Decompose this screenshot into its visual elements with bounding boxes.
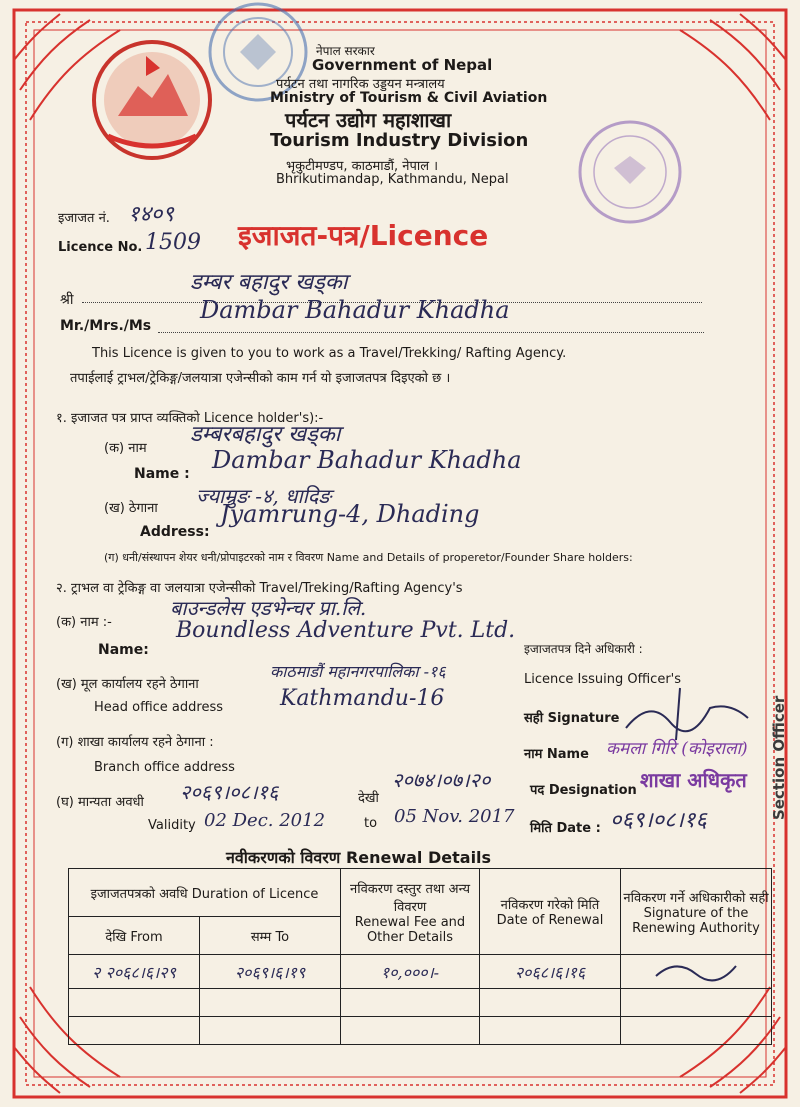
col-sign-np: नविकरण गर्ने अधिकारीको सही bbox=[623, 890, 769, 906]
officer-designation-value: शाखा अधिकृत bbox=[640, 768, 747, 792]
officer-name-label: नाम Name bbox=[524, 747, 589, 762]
validity-np-to: २०७४।०७।२० bbox=[392, 768, 491, 792]
table-row bbox=[69, 989, 772, 1017]
officer-sign-label: सही Signature bbox=[524, 711, 620, 726]
holder-address-value: Jyamrung-4, Dhading bbox=[220, 500, 480, 528]
shree-value: डम्बर बहादुर खड्का bbox=[190, 270, 348, 295]
agency-head-label: Head office address bbox=[94, 700, 223, 715]
col-date-en: Date of Renewal bbox=[496, 913, 604, 928]
renewal-signature bbox=[646, 956, 746, 984]
holder-name-np-label: (क) नाम bbox=[104, 441, 147, 456]
renewal-fee: १०,०००।- bbox=[341, 955, 480, 989]
validity-to: 05 Nov. 2017 bbox=[394, 806, 515, 827]
table-row bbox=[69, 1017, 772, 1045]
agency-branch-np-label: (ग) शाखा कार्यालय रहने ठेगाना : bbox=[56, 735, 214, 750]
col-to: सम्म To bbox=[200, 917, 341, 955]
header-govt: Government of Nepal bbox=[312, 56, 493, 74]
holder-address-label: Address: bbox=[140, 524, 210, 540]
table-row bbox=[69, 955, 772, 989]
holder-address-np-label: (ख) ठेगाना bbox=[104, 501, 158, 516]
agency-name-np-value: बाउन्डलेस एडभेन्चर प्रा.लि. bbox=[170, 596, 367, 620]
shree-label: श्री bbox=[60, 292, 74, 308]
agency-name-np-label: (क) नाम :- bbox=[56, 615, 112, 630]
renewal-title: नवीकरणको विवरण Renewal Details bbox=[226, 848, 492, 867]
licence-title: इजाजत-पत्र/Licence bbox=[238, 219, 489, 252]
header-address-np: भृकुटीमण्डप, काठमाडौं, नेपाल । bbox=[286, 159, 439, 174]
mr-line bbox=[158, 332, 704, 333]
holder-heading: १. इजाजत पत्र प्राप्त व्यक्तिको Licence holder's):- bbox=[56, 411, 324, 426]
statement-en: This Licence is given to you to work as a Travel/Trekking/ Rafting Agency. bbox=[92, 346, 567, 361]
header-address: Bhrikutimandap, Kathmandu, Nepal bbox=[276, 172, 509, 187]
agency-name-value: Boundless Adventure Pvt. Ltd. bbox=[176, 618, 516, 643]
col-duration: इजाजतपत्रको अवधि Duration of Licence bbox=[69, 869, 341, 917]
holder-name-np-value: डम्बरबहादुर खड्का bbox=[190, 422, 341, 447]
holder-name-value: Dambar Bahadur Khadha bbox=[212, 446, 522, 474]
renewal-sign bbox=[621, 955, 772, 989]
validity-np-from: २०६९।०८।१६ bbox=[180, 780, 279, 804]
officer-date-value: ०६९।०८।१६ bbox=[610, 808, 707, 833]
officer-date-label: मिति Date : bbox=[530, 821, 601, 836]
validity-label: Validity bbox=[148, 818, 196, 833]
agency-heading: २. ट्राभल वा ट्रेकिङ्ग वा जलयात्रा एजेन्सीको Travel/Treking/Rafting Agency's bbox=[56, 581, 463, 596]
validity-np-label: (घ) मान्यता अवधी bbox=[56, 795, 144, 810]
officer-np-heading: इजाजतपत्र दिने अधिकारी : bbox=[524, 642, 643, 656]
holder-address-np-value: ज्याम्रुङ -४, धादिङ bbox=[196, 484, 332, 508]
col-fee bbox=[341, 869, 480, 955]
renewal-from: २ २०६८।६।२९ bbox=[69, 955, 200, 989]
renewal-table bbox=[68, 868, 772, 1045]
mr-value: Dambar Bahadur Khadha bbox=[200, 296, 510, 324]
header-division: Tourism Industry Division bbox=[270, 130, 529, 151]
agency-head-value: Kathmandu-16 bbox=[280, 686, 445, 711]
validity-from: 02 Dec. 2012 bbox=[204, 810, 326, 831]
agency-branch-label: Branch office address bbox=[94, 760, 235, 775]
statement-np: तपाईलाई ट्राभल/ट्रेकिङ्ग/जलयात्रा एजेन्सीको काम गर्न यो इजाजतपत्र दिइएको छ । bbox=[70, 371, 451, 386]
licence-no-label: Licence No. bbox=[58, 240, 143, 255]
validity-np-to-label: देखी bbox=[358, 791, 379, 806]
side-stamp-text: Section Officer bbox=[770, 695, 788, 820]
validity-to-label: to bbox=[364, 816, 378, 831]
izajat-no-value: १४०९ bbox=[128, 202, 174, 227]
header-division-np: पर्यटन उद्योग महाशाखा bbox=[285, 108, 452, 132]
renewal-date: २०६८।६।१६ bbox=[480, 955, 621, 989]
purple-stamp bbox=[570, 112, 690, 232]
agency-head-np-label: (ख) मूल कार्यालय रहने ठेगाना bbox=[56, 677, 199, 692]
col-fee-np: नविकरण दस्तुर तथा अन्य विवरण bbox=[350, 881, 470, 915]
officer-heading: Licence Issuing Officer's bbox=[524, 672, 682, 687]
col-from: देखि From bbox=[69, 917, 200, 955]
col-date-np: नविकरण गरेको मिति bbox=[500, 898, 600, 913]
col-date bbox=[480, 869, 621, 955]
mr-label: Mr./Mrs./Ms bbox=[60, 318, 152, 334]
agency-name-label: Name: bbox=[98, 642, 149, 658]
header-ministry-np: पर्यटन तथा नागरिक उड्डयन मन्त्रालय bbox=[276, 77, 445, 92]
renewal-to: २०६९।६।१९ bbox=[200, 955, 341, 989]
holder-name-label: Name : bbox=[134, 466, 190, 482]
licence-no-value: 1509 bbox=[145, 230, 201, 255]
nepal-emblem bbox=[88, 36, 216, 164]
header-ministry: Ministry of Tourism & Civil Aviation bbox=[270, 90, 548, 106]
izajat-no-label: इजाजत नं. bbox=[58, 211, 110, 226]
officer-designation-label: पद Designation bbox=[530, 783, 637, 798]
col-fee-en: Renewal Fee and Other Details bbox=[354, 914, 466, 945]
holder-owner-label: (ग) धनी/संस्थापन शेयर धनी/प्रोपाइटरको नाम र विवरण Name and Details of properetor/Founder Share holders: bbox=[104, 551, 633, 564]
agency-head-np-value: काठमाडौं महानगरपालिका -१६ bbox=[270, 662, 446, 681]
header-nepali-govt: नेपाल सरकार bbox=[316, 44, 375, 58]
officer-name-value: कमला गिरि (कोइराला) bbox=[606, 739, 748, 759]
col-sign-en: Signature of the Renewing Authority bbox=[632, 905, 760, 936]
col-sign bbox=[621, 869, 772, 955]
